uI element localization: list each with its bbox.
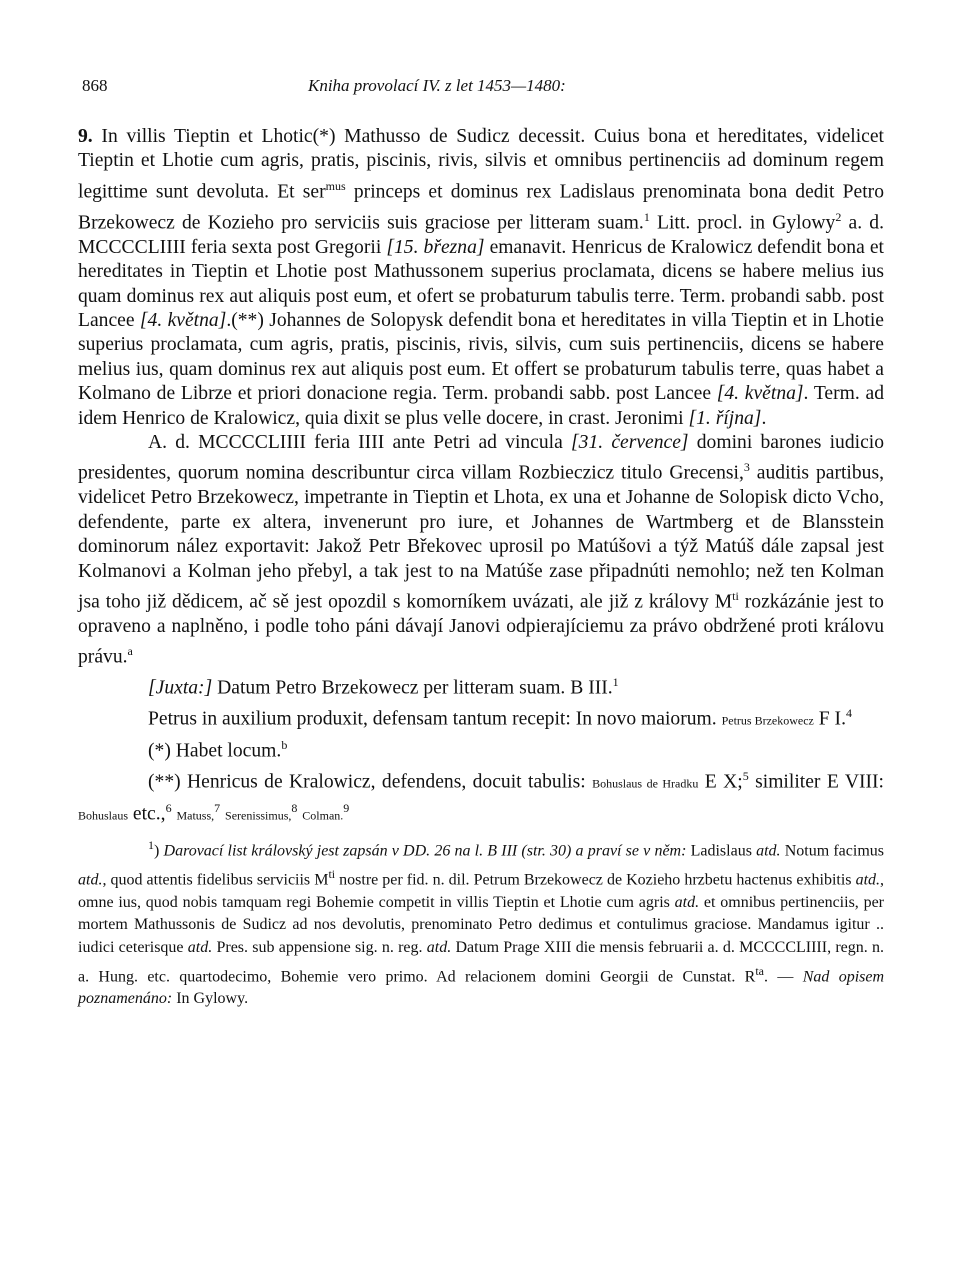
footnote: $^1$) Darovací list královský jest zapsán v DD. 26 na l. B III (str. 30) a praví se v něm: Ladislaus atd. Notum facimus atd., quod attentis fidelibus serviciis $M^{ti}$ nostre per fid. n. dil. Petrum Brzekowecz de Kozieho hrzbetu hactenus exhibitis atd., omne ius, quod nobis tamquam regi Bohemie competit in villis Tieptin et Lhotie cum agris atd. et omnibus pertinenciis, per mortem Mathussonis de Sudicz ad nos devolutis, prenominato Petro dedimus et contulimus graciose. Mandamus igitur .. iudici ceterisque atd. Pres. sub appensione sig. n. reg. atd. Datum Prage XIII die mensis februarii a. d. MCCCCLIIII, regn. n. a. Hung. etc. quartodecimo, Bohemie vero primo. Ad relacionem domini Georgii de Cunstat. $R^{ta}$. — Nad opisem poznamenáno: In Gylowy. bbox=[78, 837, 885, 1008]
page-number: 868 bbox=[82, 76, 108, 95]
running-title: Kniha provolací IV. z let 1453—1480: bbox=[308, 76, 566, 95]
footnotes bbox=[78, 834, 884, 1011]
entry-paragraph: [Juxta:] Datum Petro Brzekowecz per litteram suam. B III.$^1$ bbox=[148, 675, 619, 699]
entry-paragraph: (*) Habet locum.$^b$ bbox=[148, 738, 288, 762]
entry-paragraph: (**) Henricus de Kralowicz, defendens, docuit tabulis: Bohuslaus de Hradku E X;$^5$ similiter E VIII: Bohuslaus etc.,$^6$ Matuss,$^7$ Serenissimus,$^8$ Colman.$^9$ bbox=[78, 769, 884, 825]
document-page bbox=[78, 76, 884, 1011]
entry-paragraph: A. d. MCCCCLIIII feria IIII ante Petri ad vincula [31. července] domini barones iudicio presidentes, quorum nomina describuntur circa villam Rozbieczicz titulo Grecensi,$^3$ auditis partibus, videlicet Petro Brzekowecz, impetrante in Tieptin et Lhota, ex una et Johanne de Solopisk dicto Vcho, defendente, parte ex altera, invenerunt pro iure, et Johannes de Wartmberg et de Blansstein dominorum nález exportavit: Jakož Petr Břekovec uprosil po Matúšovi a týž Matúš dále zapsal jest Kolmanovi a Kolman jeho přebyl, a tak jest to na Matúše zase připadnúti nemohlo; než ten Kolman jsa toho již dědicem, ač sě jest opozdil s komorníkem uvázati, ale již z královy $M^{ti}$ rozkázánie jest to opraveno a naplněno, i podle toho páni dávají Janovi odpierajíciemu za právo obdržené proti královu právu.$^a$ bbox=[78, 431, 885, 668]
page-header bbox=[78, 76, 884, 106]
entry-body bbox=[78, 125, 884, 828]
entry-number: 9. bbox=[78, 126, 93, 147]
entry-paragraph: 9. In villis Tieptin et Lhotic(*) Mathusso de Sudicz decessit. Cuius bona et hereditates, videlicet Tieptin et Lhotie cum agris, pratis, piscinis, rivis, silvis et omnibus pertinenciis ad dominum regem legittime sunt devoluta. Et ser$^{mus}$ princeps et dominus rex Ladislaus prenominata bona dedit Petro Brzekowecz de Kozieho pro serviciis suis graciose per litteram suam.$^1$ Litt. procl. in Gylowy$^2$ a. d. MCCCCLIIII feria sexta post Gregorii [15. března] emanavit. Henricus de Kralowicz defendit bona et hereditates in Tieptin et Lhotie post Mathussonem superius proclamata, dicens se habere melius ius quam dominus rex aut aliquis post eum, et ofert se probaturum tabulis terre. Term. probandi sabb. post Lancee [4. května].(**) Johannes de Solopysk defendit bona et hereditates in villa Tieptin et in Lhotie superius proclamata, cum agris, pratis, piscinis, rivis, silvis, cum suis pertinenciis, dicens se habere melius ius, quam dominus rex aut aliquis post eum. Et offert se probaturum tabulis terre, quas habet a Kolmano de Librze et priori donacione regia. Term. probandi sabb. post Lancee [4. května]. Term. ad idem Henrico de Kralowicz, quia dixit se plus velle docere, in crast. Jeronimi [1. října]. bbox=[78, 126, 885, 429]
entry-paragraph: Petrus in auxilium produxit, defensam tantum recepit: In novo maiorum. Petrus Brzekowecz F I.$^4$ bbox=[148, 706, 852, 730]
